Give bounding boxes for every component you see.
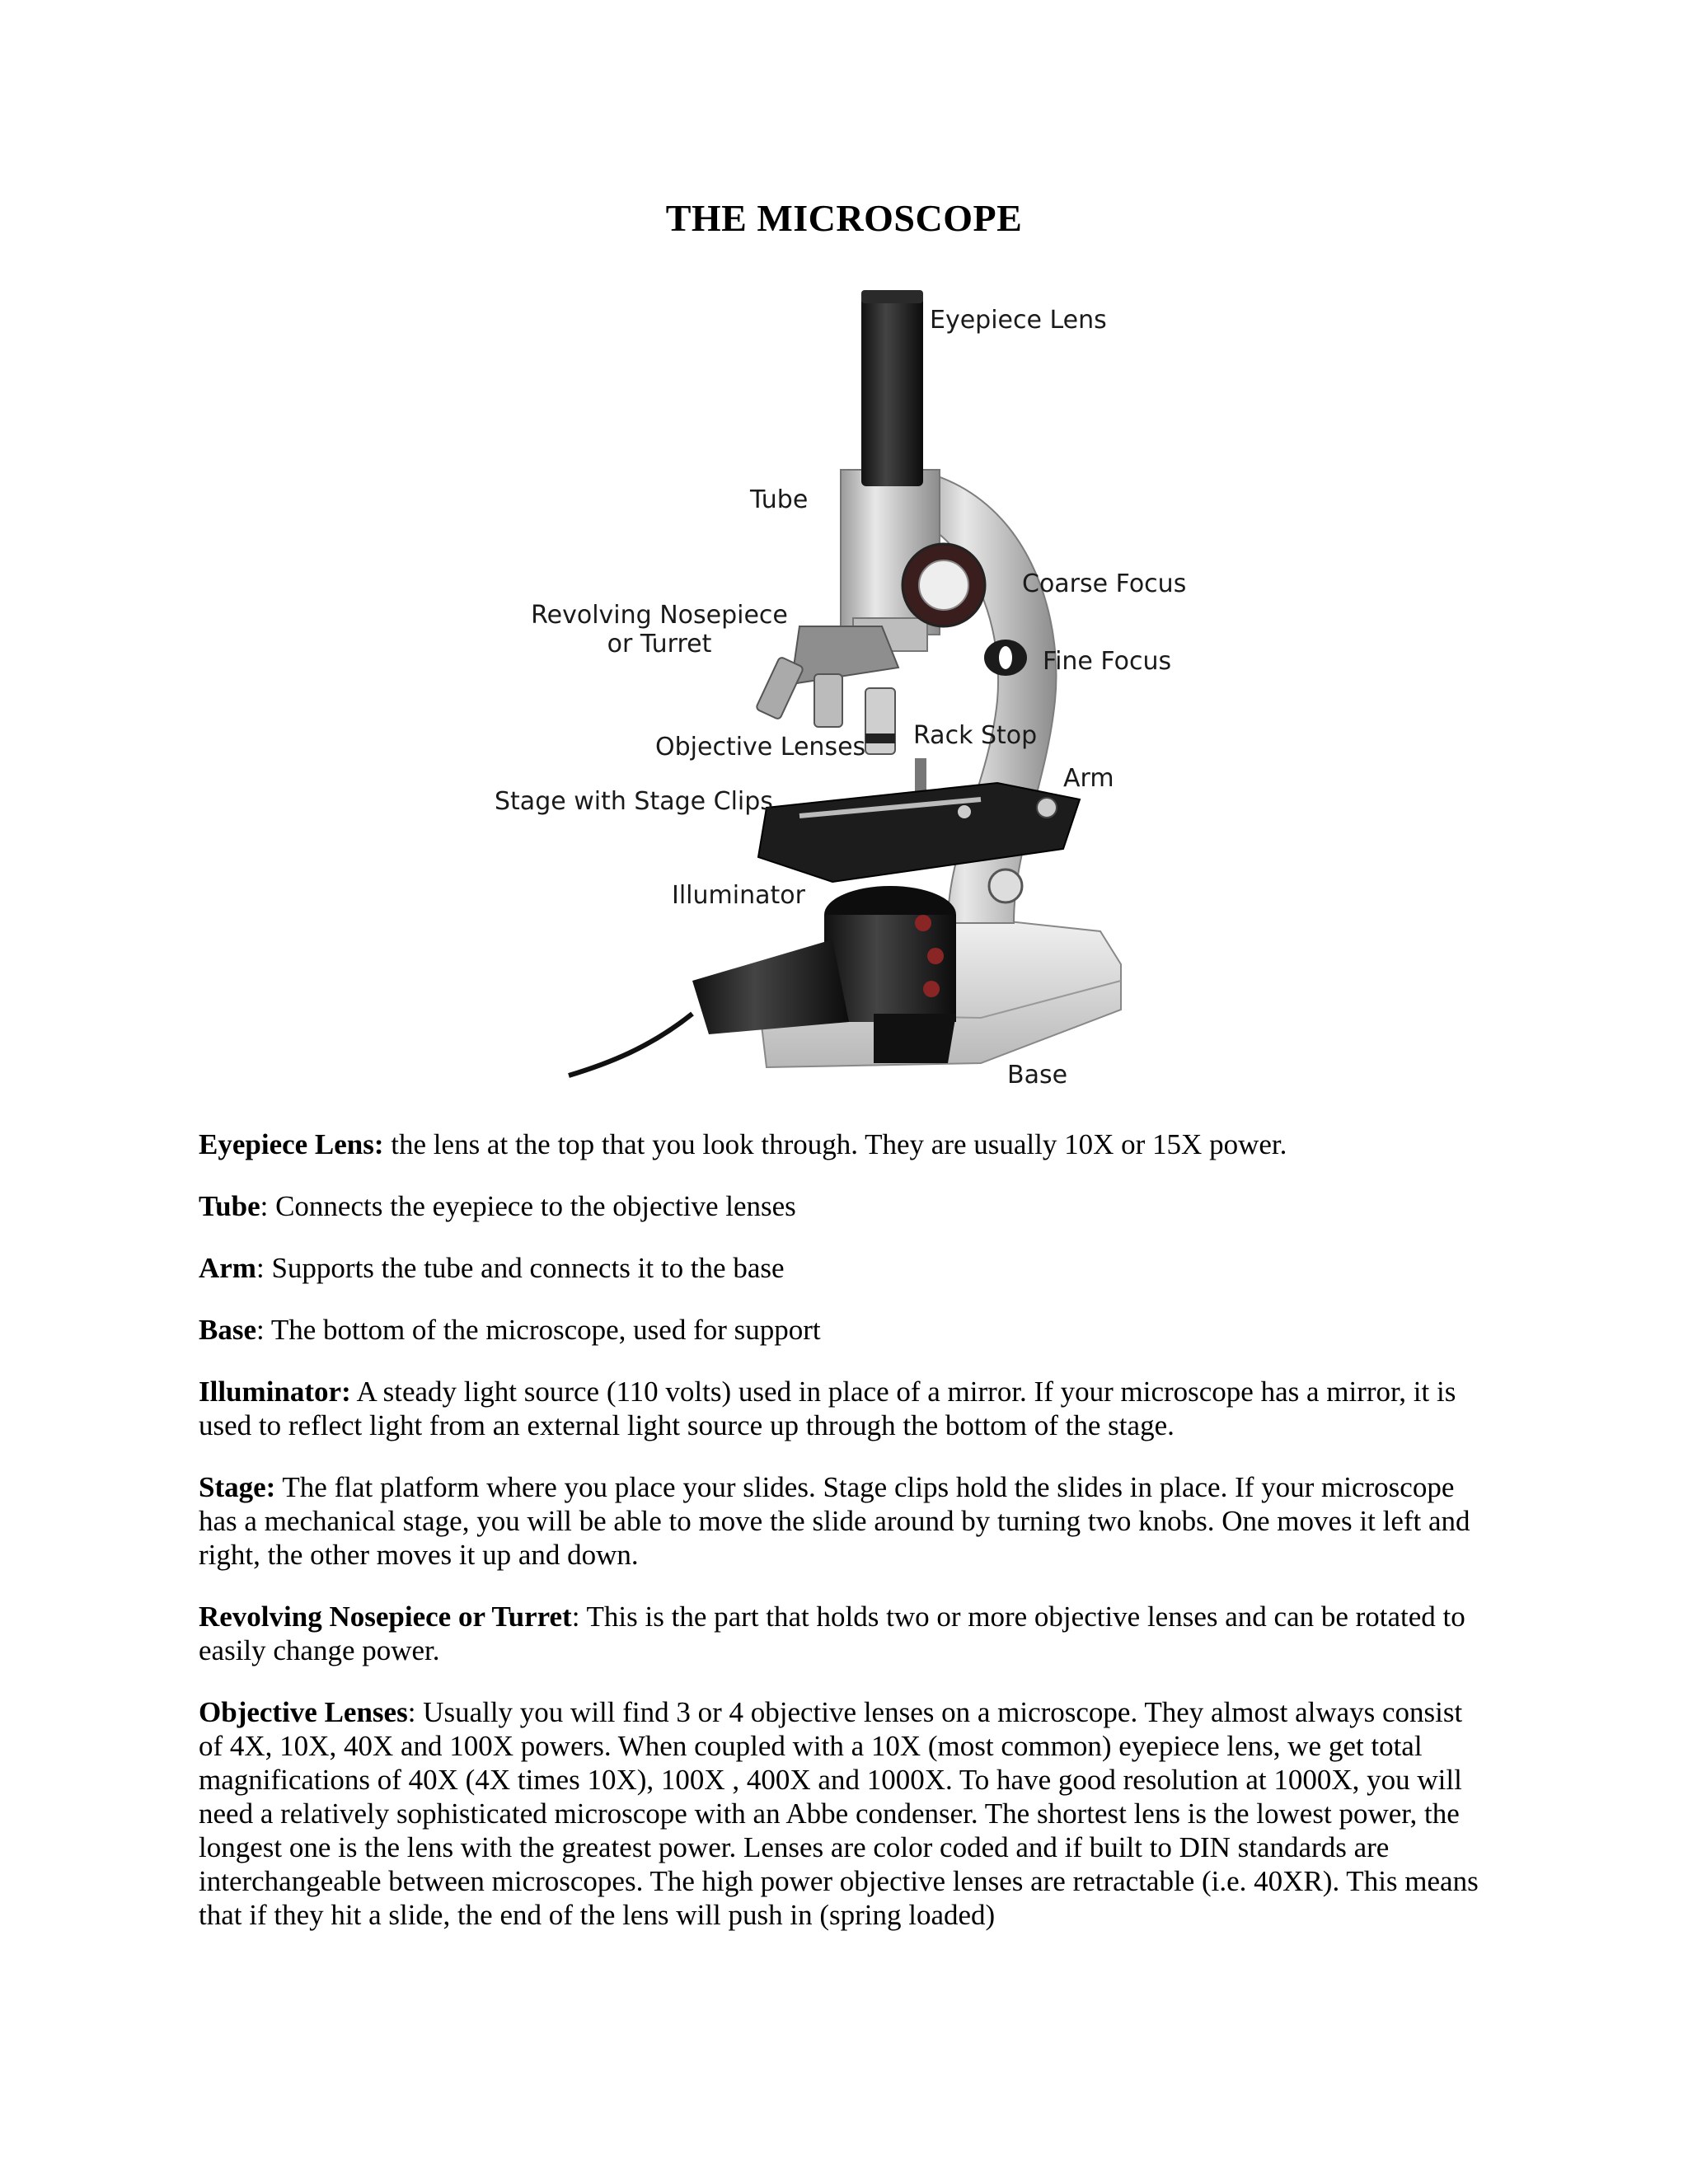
microscope-diagram [486, 272, 1195, 1104]
label-base: Base [1007, 1061, 1068, 1090]
label-fine-focus: Fine Focus [1043, 647, 1172, 676]
definition-arm: Arm: Supports the tube and connects it to the base [199, 1252, 785, 1284]
definition-objective-lenses: Objective Lenses: Usually you will find 3 or 4 objective lenses on a microscope. They almost always consist of 4X, 10X, 40X and 100X powers. When coupled with a 10X (most common) eyepiece lens, we get total magnifications of 40X (4X times 10X), 100X , 400X and 1000X. To have good resolution at 1000X, you will need a relatively sophisticated microscope with an Abbe condenser. The shortest lens is the lowest power, the longest one is the lens with the greatest power. Lenses are color coded and if built to DIN standards are interchangeable between microscopes. The high power objective lenses are retractable (i.e. 40XR). This means that if they hit a slide, the end of the lens will push in (spring loaded) [199, 1696, 1479, 1931]
label-stage-with-clips: Stage with Stage Clips [495, 787, 773, 816]
label-tube: Tube [750, 485, 809, 514]
label-objective-lenses: Objective Lenses [655, 733, 866, 762]
label-revolving-nosepiece [528, 602, 791, 658]
label-rack-stop: Rack Stop [913, 721, 1038, 750]
label-revolving-nosepiece-line2: or Turret [607, 629, 712, 658]
label-arm: Arm [1063, 764, 1114, 793]
definitions-list [199, 1127, 1493, 1960]
definition-illuminator: Illuminator: A steady light source (110 volts) used in place of a mirror. If your microscope has a mirror, it is used to reflect light from an external light source up through the bottom of the stage. [199, 1376, 1456, 1441]
label-illuminator: Illuminator [672, 881, 805, 910]
label-eyepiece-lens: Eyepiece Lens [930, 306, 1107, 335]
definition-revolving-nosepiece: Revolving Nosepiece or Turret: This is the part that holds two or more objective lenses and can be rotated to easily change power. [199, 1601, 1465, 1666]
microscope-illustration [486, 272, 1195, 1104]
label-revolving-nosepiece-line1: Revolving Nosepiece [531, 601, 788, 630]
definition-tube: Tube: Connects the eyepiece to the objective lenses [199, 1190, 796, 1222]
definition-eyepiece-lens: Eyepiece Lens: the lens at the top that you look through. They are usually 10X or 15X power. [199, 1128, 1287, 1160]
label-coarse-focus: Coarse Focus [1022, 569, 1187, 598]
definition-stage: Stage: The flat platform where you place your slides. Stage clips hold the slides in place. If your microscope has a mechanical stage, you will be able to move the slide around by turning two knobs. One moves it left and right, the other moves it up and down. [199, 1471, 1470, 1571]
definition-base: Base: The bottom of the microscope, used for support [199, 1314, 821, 1346]
page-title: THE MICROSCOPE [665, 197, 1023, 239]
